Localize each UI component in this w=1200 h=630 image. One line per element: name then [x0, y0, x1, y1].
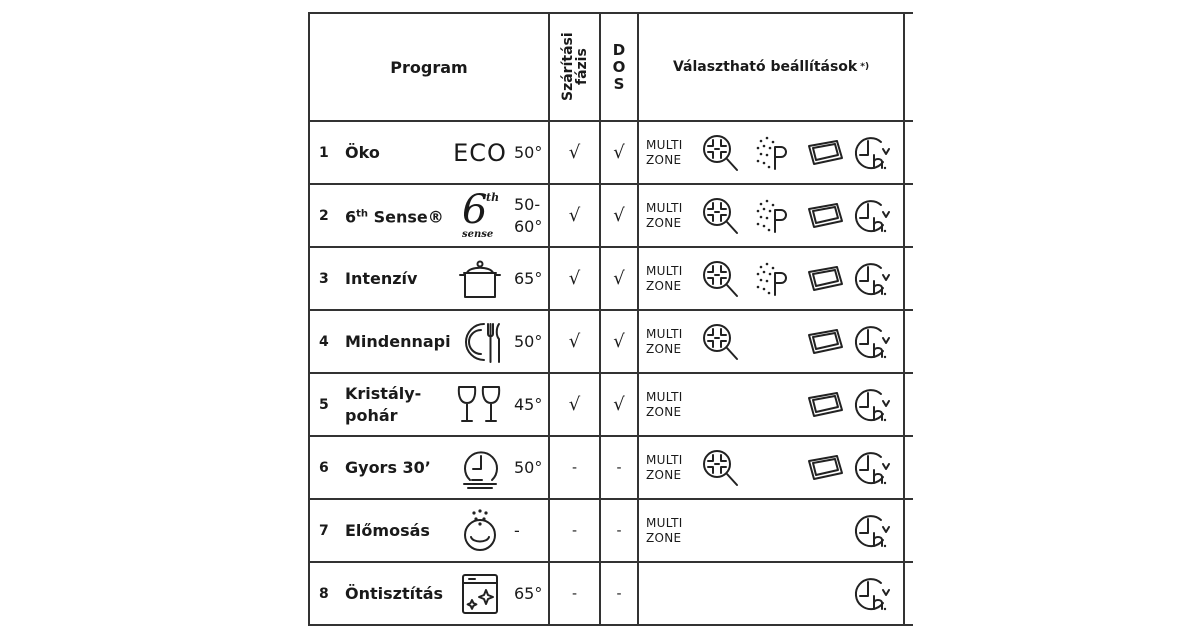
program-name: Öko — [345, 142, 380, 162]
dos-cell: - — [600, 562, 638, 625]
cropped-cell — [904, 310, 913, 373]
drying-phase-cell: √ — [549, 121, 600, 184]
table-row — [309, 436, 913, 499]
plate-cutlery-icon — [450, 317, 510, 367]
options-column-header — [638, 13, 904, 121]
multizone-line-1: MULTI — [646, 137, 683, 152]
cropped-cell — [904, 184, 913, 247]
cropped-cell — [904, 436, 913, 499]
multizone-line-2: ZONE — [646, 467, 682, 482]
program-number: 3 — [319, 270, 329, 287]
program-name-part: th — [356, 207, 369, 219]
drying-phase-cell: √ — [549, 310, 600, 373]
program-column-header — [309, 13, 549, 121]
cropped-cell — [904, 499, 913, 562]
options-cell — [639, 122, 903, 183]
delay-option-icon — [851, 259, 891, 299]
program-temperature: 65° — [514, 583, 543, 603]
program-name: Gyors 30’ — [345, 457, 431, 477]
multizone-label — [646, 516, 683, 546]
delay-option-icon — [851, 133, 891, 173]
power-clean-option-icon — [701, 448, 741, 488]
multizone-line-1: MULTI — [646, 326, 683, 341]
wine-glasses-icon — [450, 380, 510, 430]
cropped-cell — [904, 121, 913, 184]
delay-option-icon — [851, 196, 891, 236]
multizone-line-2: ZONE — [646, 215, 682, 230]
table-header-row — [309, 13, 913, 121]
program-table-sheet — [308, 12, 913, 626]
tablet-option-icon — [805, 385, 845, 425]
drying-phase-cell: - — [549, 562, 600, 625]
dos-cell: √ — [600, 121, 638, 184]
multizone-line-1: MULTI — [646, 389, 683, 404]
drying-phase-cell: √ — [549, 184, 600, 247]
multizone-line-2: ZONE — [646, 152, 682, 167]
multizone-label — [646, 327, 683, 357]
power-clean-option-icon — [701, 322, 741, 362]
options-cell — [639, 437, 903, 498]
program-number: 1 — [319, 144, 329, 161]
multizone-line-2: ZONE — [646, 341, 682, 356]
program-name-part: Sense® — [368, 207, 444, 227]
multizone-line-2: ZONE — [646, 530, 682, 545]
self-clean-icon — [450, 569, 510, 619]
power-clean-option-icon — [701, 259, 741, 299]
eco-text-icon — [450, 128, 510, 178]
dos-cell: √ — [600, 247, 638, 310]
delay-option-icon — [851, 574, 891, 614]
table-row — [309, 310, 913, 373]
program-temperature: 50° — [514, 457, 543, 477]
program-number: 6 — [319, 459, 329, 476]
program-header-label: Program — [390, 57, 468, 77]
dos-letter-d: D — [612, 40, 626, 59]
multizone-label — [646, 138, 683, 168]
options-cell — [639, 311, 903, 372]
table-row — [309, 373, 913, 436]
multizone-line-2: ZONE — [646, 278, 682, 293]
drying-column-header — [549, 13, 600, 121]
power-clean-option-icon — [701, 133, 741, 173]
program-temperature: 50° — [514, 331, 543, 351]
drying-phase-cell: - — [549, 436, 600, 499]
program-name — [345, 383, 421, 427]
delay-option-icon — [851, 385, 891, 425]
multizone-line-1: MULTI — [646, 515, 683, 530]
program-temperature — [514, 194, 542, 238]
program-name: Öntisztítás — [345, 583, 444, 603]
dos-letter-s: S — [613, 74, 625, 93]
cropped-cell — [904, 247, 913, 310]
program-name: Mindennapi — [345, 331, 451, 351]
table-row — [309, 247, 913, 310]
tablet-option-icon — [805, 196, 845, 236]
program-number: 4 — [319, 333, 329, 350]
dos-letter-o: O — [612, 57, 626, 76]
table-row — [309, 499, 913, 562]
sense-logo-word: sense — [462, 228, 494, 240]
multizone-label — [646, 201, 683, 231]
program-table — [308, 12, 913, 626]
dos-column-header — [600, 13, 638, 121]
quick-clock-icon — [450, 443, 510, 493]
prewash-drops-icon — [450, 506, 510, 556]
delay-option-icon — [851, 511, 891, 551]
program-name-line: pohár — [345, 405, 398, 425]
temperature-line: 50- — [514, 194, 541, 214]
delay-option-icon — [851, 448, 891, 488]
tablet-option-icon — [805, 322, 845, 362]
options-cell — [639, 374, 903, 435]
drying-phase-cell: √ — [549, 247, 600, 310]
drying-phase-cell: √ — [549, 373, 600, 436]
table-row — [309, 121, 913, 184]
power-clean-option-icon — [701, 196, 741, 236]
program-number: 7 — [319, 522, 329, 539]
sani-option-icon — [753, 259, 793, 299]
cropped-cell — [904, 373, 913, 436]
program-number: 5 — [319, 396, 329, 413]
program-temperature: 65° — [514, 268, 543, 288]
tablet-option-icon — [805, 448, 845, 488]
program-temperature: 50° — [514, 142, 543, 162]
options-footnote-mark: *) — [860, 62, 870, 72]
cropped-column-header — [904, 13, 913, 121]
eco-label: ECO — [453, 138, 507, 167]
temperature-line: 60° — [514, 216, 543, 236]
dos-cell: - — [600, 436, 638, 499]
program-temperature: - — [514, 520, 520, 540]
program-name-part: 6 — [345, 207, 357, 227]
tablet-option-icon — [805, 133, 845, 173]
sense-logo-number: 6 — [462, 186, 488, 233]
dos-cell: √ — [600, 310, 638, 373]
dos-cell: √ — [600, 373, 638, 436]
options-cell — [639, 185, 903, 246]
drying-phase-cell: - — [549, 499, 600, 562]
multizone-label — [646, 264, 683, 294]
program-name: Intenzív — [345, 268, 418, 288]
program-name — [345, 203, 444, 228]
table-row — [309, 184, 913, 247]
sixth-sense-logo-icon — [450, 186, 510, 241]
cropped-cell — [904, 562, 913, 625]
program-number: 8 — [319, 585, 329, 602]
tablet-option-icon — [805, 259, 845, 299]
program-temperature: 45° — [514, 394, 543, 414]
program-number: 2 — [319, 207, 329, 224]
dos-cell: - — [600, 499, 638, 562]
multizone-label — [646, 453, 683, 483]
program-name-line: Kristály- — [345, 383, 422, 403]
sani-option-icon — [753, 133, 793, 173]
drying-header-label: Szárítási fázis — [559, 32, 590, 102]
program-name: Előmosás — [345, 520, 430, 540]
table-row — [309, 562, 913, 625]
multizone-line-1: MULTI — [646, 263, 683, 278]
pot-icon — [450, 254, 510, 304]
sani-option-icon — [753, 196, 793, 236]
options-cell — [639, 500, 903, 561]
multizone-line-2: ZONE — [646, 404, 682, 419]
multizone-line-1: MULTI — [646, 200, 683, 215]
multizone-line-1: MULTI — [646, 452, 683, 467]
multizone-label — [646, 390, 683, 420]
sense-logo-sup: th — [486, 190, 500, 204]
delay-option-icon — [851, 322, 891, 362]
options-cell — [639, 563, 903, 624]
dos-cell: √ — [600, 184, 638, 247]
options-cell — [639, 248, 903, 309]
options-header-label: Választható beállítások — [672, 59, 858, 75]
